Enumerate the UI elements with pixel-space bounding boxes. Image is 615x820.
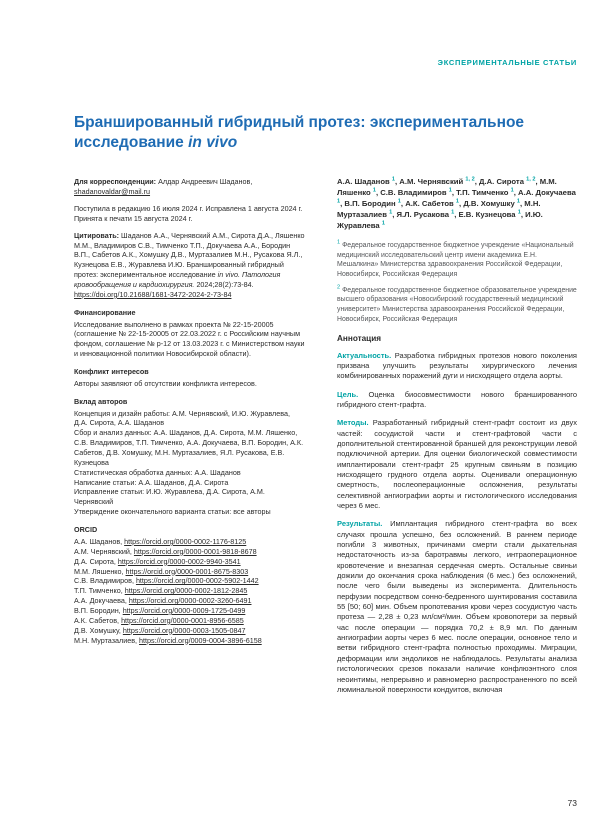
- orcid-author: А.К. Сабетов,: [74, 615, 120, 625]
- author: А.А. Шаданов $^1$: [337, 176, 396, 187]
- orcid-author: Д.В. Хомушку,: [74, 625, 121, 635]
- affiliation-text: Федеральное государственное бюджетное образовательное учреждение высшего образования «Новосибирский государственный медицинский университет» Министерства здравоохранения Российской Федерации, Новосибирск, Российская Федерация: [337, 286, 577, 323]
- author: , М.М. Ляшенко $^1$: [337, 177, 557, 198]
- contribution-item: Статистическая обработка данных: А.А. Шаданов: [74, 467, 241, 477]
- abstract-section-aim: [337, 390, 577, 411]
- affiliation: [337, 241, 577, 280]
- doi-link[interactable]: https://doi.org/10.21688/1681-3472-2024-2-73-84: [74, 289, 232, 299]
- orcid-author: Т.П. Тимченко,: [74, 586, 123, 596]
- author: , А.М. Чернявский $^{1, 2}$: [395, 176, 475, 187]
- orcid-link[interactable]: https://orcid.org/0000-0002-1176-8125: [124, 536, 247, 546]
- left-column: [74, 177, 305, 645]
- submission-dates: Поступила в редакцию 16 июля 2024 г. Исправлена 1 августа 2024 г. Принята к печати 15 августа 2024 г.: [74, 204, 303, 223]
- orcid-author: Д.А. Сирота,: [74, 556, 116, 566]
- author-affiliation-marker: 1: [516, 198, 521, 205]
- article-title: [74, 113, 577, 153]
- author-affiliation-marker: 1, 2: [526, 176, 536, 183]
- orcid-link[interactable]: https://orcid.org/0000-0002-5902-1442: [135, 576, 259, 586]
- correspondence-block: [74, 177, 305, 197]
- abstract-label-background: Актуальность.: [337, 350, 392, 360]
- author: , С.В. Владимиров $^1$: [375, 187, 452, 198]
- orcid-link[interactable]: https://orcid.org/0000-0002-9940-3541: [117, 556, 241, 566]
- citation-block: [74, 231, 305, 300]
- orcid-item: [74, 596, 305, 606]
- contribution-item: Утверждение окончательного варианта статьи: все авторы: [74, 507, 271, 517]
- abstract-label-methods: Методы.: [337, 418, 369, 428]
- orcid-item: [74, 626, 305, 636]
- affiliation-marker: 2: [337, 284, 341, 291]
- conflict-text: Авторы заявляют об отсутствии конфликта интересов.: [74, 378, 257, 388]
- orcid-link[interactable]: https://orcid.org/0009-0004-3896-6158: [139, 635, 262, 645]
- author-affiliation-marker: 1: [397, 198, 401, 205]
- abstract-section-methods: [337, 418, 577, 511]
- author-affiliation-marker: 1: [381, 220, 385, 227]
- author: , Д.А. Сирота $^{1, 2}$: [474, 176, 536, 187]
- contributions-heading: Вклад авторов: [74, 396, 128, 406]
- abstract-text-aim: Оценка биосовместимости нового браншированного гибридного стент-графта.: [337, 389, 577, 409]
- abstract-text-methods: Разработанный гибридный стент-графт состоит из двух частей: сосудистой части и стент-графтовой части с дополнительной стентированной браншей для реконструкции левой подключичной артерии. Для оценки биологической совместимости имплантировали стент-графт 25 крупным свиньям в позицию нисходящего грудного отдела аорты. Оценивали операционную смертность, послеоперационные осложнения, результаты селективной ангиографии аорты и гистологического исследования через 6 мес.: [337, 418, 577, 510]
- orcid-list: [74, 537, 305, 645]
- orcid-item: [74, 567, 305, 577]
- abstract-section-results: [337, 519, 577, 695]
- orcid-author: М.Н. Муртазалиев,: [74, 635, 138, 645]
- orcid-heading: ORCID: [74, 525, 98, 535]
- orcid-item: [74, 586, 305, 596]
- citation-text: Шаданов А.А., Чернявский А.М., Сирота Д.А., Ляшенко М.М., Владимиров С.В., Тимченко Т.П., Докучаева А.А., Бородин В.П., Сабетов А.К., Хомушку Д.В., Муртазалиев М.Н., Русакова Я.Л., Кузнецова Е.В., Журавлева И.Ю. Браншированный гибридный протез: экспериментальное исследование: [74, 230, 305, 280]
- author-list: [337, 177, 577, 232]
- abstract-heading: Аннотация: [337, 334, 382, 344]
- orcid-author: А.М. Чернявский,: [74, 546, 132, 556]
- funding-heading: Финансирование: [74, 307, 136, 317]
- orcid-link[interactable]: https://orcid.org/0000-0002-1812-2845: [124, 586, 248, 596]
- author-affiliation-marker: 1: [517, 209, 521, 216]
- abstract-label-aim: Цель.: [337, 389, 359, 399]
- author: , Т.П. Тимченко $^1$: [451, 187, 514, 198]
- citation-label: Цитировать:: [74, 230, 120, 240]
- author: , М.Н. Муртазалиев $^1$: [337, 199, 541, 220]
- orcid-item: [74, 557, 305, 567]
- two-column-layout: [74, 177, 577, 703]
- abstract-text-results: Имплантация гибридного стент-графта во всех случаях прошла успешно, без осложнений. В раннем периоде погибли 3 животных, причинами смерти стали дыхательная недостаточность из-за баротравмы легкого, интраоперационное кровотечение и внезапная сердечная смерть. Остальные свиньи дожили до окончания срока наблюдения (6 мес.) без осложнений, после чего были выведены из эксперимента. Длительность перфузии посредством сонно-бедренного шунтирования составила 55 [50; 60] мин. Объем пропотевания крови через сосудистую часть протеза — 2,28 ± 0,23 мл/см²/мин. Объем кровопотери за первый час после операции — порядка 70,2 ± 8,9 мл. По данным ангиографии аорты через 6 мес. после операции, основное тело и ветви гибридного стент-графта полностью проходимы. Миграции, деформации или эндоликов не наблюдалось. Результаты анализа гистологических срезов показали наличие конфлюэнтного слоя неоинтимы, непрерывно и равномерно распространенного по всей люминальной поверхности кондуитов, включая: [337, 519, 577, 694]
- author: , Я.Л. Русакова $^1$: [392, 209, 455, 220]
- author-affiliation-marker: 1: [337, 198, 341, 205]
- correspondence-label: Для корреспонденции:: [74, 177, 157, 187]
- citation-issue: 2024;28(2):73-84.: [196, 280, 254, 290]
- affiliation-marker: 1: [337, 239, 341, 246]
- author: , В.П. Бородин $^1$: [340, 198, 401, 209]
- orcid-item: [74, 576, 305, 586]
- author-affiliation-marker: 1, 2: [465, 176, 475, 183]
- contribution-item: Написание статьи: А.А. Шаданов, Д.А. Сирота: [74, 477, 229, 487]
- contribution-item: Сбор и анализ данных: А.А. Шаданов, Д.А. Сирота, М.М. Ляшенко, С.В. Владимиров, Т.П. Тимченко, А.А. Докучаева, В.П. Бородин, А.К. Сабетов, Д.В. Хомушку, М.Н. Муртазалиев, Я.Л. Русакова, Е.В. Кузнецова: [74, 428, 304, 467]
- orcid-link[interactable]: https://orcid.org/0000-0003-1505-0847: [122, 625, 246, 635]
- author-affiliation-marker: 1: [455, 198, 460, 205]
- author-affiliation-marker: 1: [510, 187, 514, 194]
- author: , А.А. Докучаева $^1$: [337, 188, 576, 205]
- orcid-link[interactable]: https://orcid.org/0000-0001-8956-6585: [121, 615, 244, 625]
- author: , Е.В. Кузнецова $^1$: [454, 209, 521, 220]
- correspondence-name: Алдар Андреевич Шаданов,: [158, 177, 253, 187]
- orcid-author: А.А. Докучаева,: [74, 596, 127, 606]
- orcid-link[interactable]: https://orcid.org/0000-0009-1725-0499: [122, 605, 246, 615]
- orcid-item: [74, 616, 305, 626]
- orcid-link[interactable]: https://orcid.org/0000-0002-3260-6491: [128, 596, 252, 606]
- journal-section-header: ЭКСПЕРИМЕНТАЛЬНЫЕ СТАТЬИ: [437, 58, 577, 67]
- conflict-heading: Конфликт интересов: [74, 367, 149, 377]
- contribution-item: Концепция и дизайн работы: А.М. Чернявский, И.Ю. Журавлева, Д.А. Сирота, А.А. Шаданов: [74, 408, 290, 428]
- affiliation: [337, 286, 577, 325]
- contribution-item: Исправление статьи: И.Ю. Журавлева, Д.А. Сирота, А.М. Чернявский: [74, 487, 265, 507]
- page-number: 73: [567, 798, 577, 808]
- orcid-item: [74, 606, 305, 616]
- orcid-item: [74, 636, 305, 646]
- author-affiliation-marker: 1: [391, 176, 396, 183]
- orcid-item: [74, 547, 305, 557]
- author: , А.К. Сабетов $^1$: [400, 198, 460, 209]
- orcid-author: В.П. Бородин,: [74, 605, 121, 615]
- orcid-item: [74, 537, 305, 547]
- orcid-author: М.М. Ляшенко,: [74, 566, 124, 576]
- author: , Д.В. Хомушку $^1$: [459, 198, 521, 209]
- orcid-link[interactable]: https://orcid.org/0000-0001-9818-8678: [133, 546, 257, 556]
- author-affiliation-marker: 1: [372, 187, 376, 194]
- right-column: [337, 177, 577, 703]
- correspondence-email-link[interactable]: shadanovaldar@mail.ru: [74, 187, 151, 197]
- contributions-list: [74, 409, 305, 517]
- abstract-section-background: [337, 351, 577, 382]
- orcid-author: С.В. Владимиров,: [74, 576, 134, 586]
- author-affiliation-marker: 1: [448, 187, 452, 194]
- funding-text: Исследование выполнено в рамках проекта № 22-15-20005 (соглашение № 22-15-20005 от 22.03.2022 г. с Российским научным фондом, соглашение № р-12 от 13.03.2023 г. с Министерством науки и инновационной политики Новосибирской области).: [74, 319, 305, 359]
- author: , И.Ю. Журавлева $^1$: [337, 210, 543, 231]
- orcid-author: А.А. Шаданов,: [74, 536, 123, 546]
- affiliation-text: Федеральное государственное бюджетное учреждение «Национальный медицинский исследовательский центр имени академика Е.Н. Мешалкина» Министерства здравоохранения Российской Федерации, Новосибирск, Российская Федерация: [337, 241, 574, 278]
- article-title-text: Браншированный гибридный протез: экспериментальное исследование: [74, 114, 525, 152]
- abstract-text-background: Разработка гибридных протезов нового поколения призвана улучшить результаты хирургического лечения комбинированных поражений дуги и нисходящего отдела аорты.: [337, 350, 577, 381]
- abstract-label-results: Результаты.: [337, 519, 383, 529]
- orcid-link[interactable]: https://orcid.org/0000-0001-8675-8303: [125, 566, 249, 576]
- author-affiliation-marker: 1: [451, 209, 455, 216]
- author-affiliation-marker: 1: [389, 209, 393, 216]
- article-title-italic: in vivo: [188, 134, 238, 152]
- citation-journal-italic: in vivo. Патология кровообращения и кардиохирургия.: [74, 270, 281, 290]
